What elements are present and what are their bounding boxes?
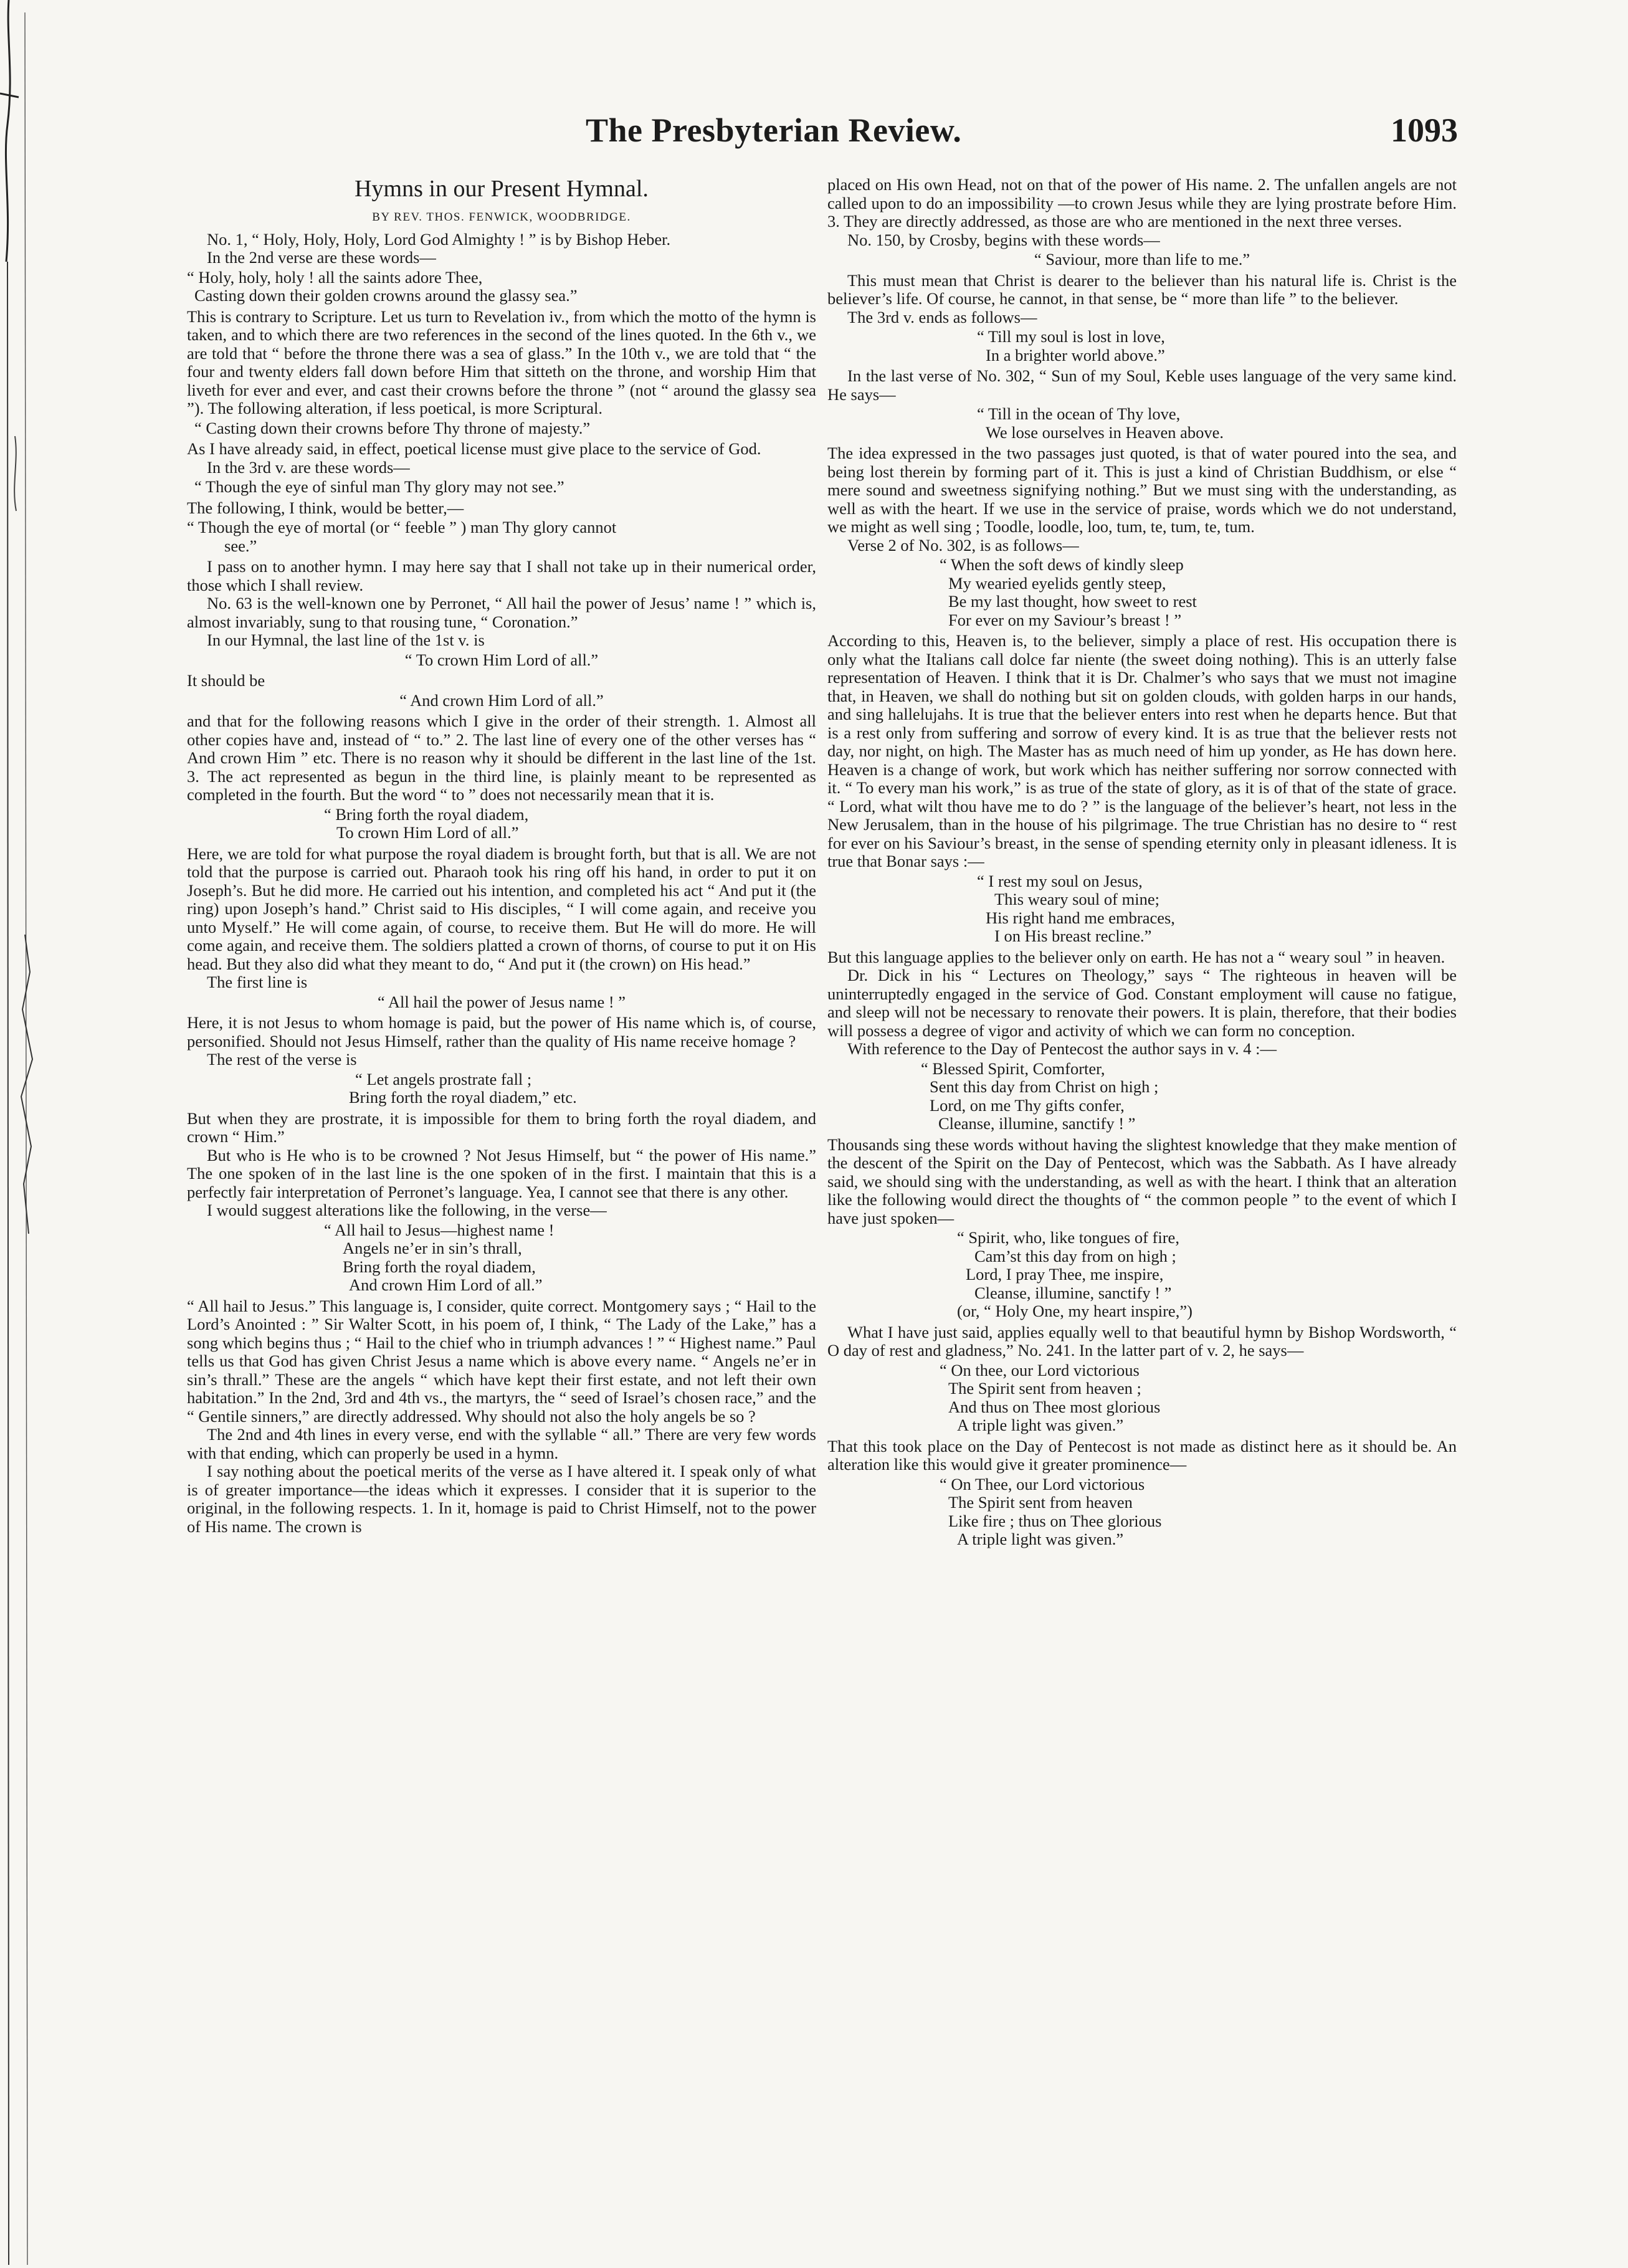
verse-line: “ Holy, holy, holy ! all the saints adore Thee, [187,267,483,287]
paragraph: No. 1, “ Holy, Holy, Holy, Lord God Almighty ! ” is by Bishop Heber. [207,229,671,249]
byline: BY REV. THOS. FENWICK, WOODBRIDGE. [372,211,631,224]
paragraph: In our Hymnal, the last line of the 1st v. is [207,631,485,649]
verse-line: see.” [224,536,257,555]
verse-line: “ To crown Him Lord of all.” [404,650,599,669]
verse-line: Casting down their golden crowns around the glassy sea.” [194,286,578,305]
verse-line: “ Though the eye of sinful man Thy glory may not see.” [194,477,564,496]
verse-line: “ On thee, our Lord victorious [940,1360,1140,1379]
paragraph: According to this, Heaven is, to the believer, simply a place of rest. His occupation there is only what the Italians call dolce far niente (the sweet doing nothing). This is an utterly false representation of Heaven. I think that it is Dr. Chalmer’s who says that we must not imagine that, in Heaven, we shall do nothing but sit on golden clouds, with golden harps in our hands, and sing hallelujahs. It is true that the believer enters into rest when he departs hence. But that is a rest only from suffering and sorrow of every kind. It is as true that the believer rests not day, nor night, on high. The Master has as much need of him up yonder, as He has down here. Heaven is a change of work, but work which has neither suffering nor sorrow connected with it. “ To every man his work,” is as true of the state of glory, as it is of that of the state of grace. “ Lord, what wilt thou have me to do ? ” is the language of the believer’s heart, not less in the New Jerusalem, than in the house of his pilgrimage. The true Christian has no desire to “ rest for ever on his Saviour’s breast, in the sense of spending eternity only in pleasant idleness. It is true that Bonar says :— [827,631,1457,870]
verse-quotation [187,478,816,497]
verse-line: Bring forth the royal diadem,” etc. [349,1088,577,1107]
verse-line: “ Till my soul is lost in love, [977,327,1165,346]
paragraph: That this took place on the Day of Pentecost is not made as distinct here as it should be. An alteration like this would give it greater prominence— [827,1436,1457,1474]
verse-quotation [827,1361,1457,1435]
verse-line: And thus on Thee most glorious [948,1397,1161,1416]
verse-line: A triple light was given.” [957,1416,1124,1434]
verse-line: I on His breast recline.” [994,927,1152,945]
verse-line: “ Casting down their crowns before Thy throne of majesty.” [194,418,591,437]
paragraph: It should be [187,671,265,690]
verse-line: Cam’st this day from on high ; [974,1246,1176,1265]
verse-quotation [187,419,816,438]
running-head [586,111,1458,161]
verse-quotation [827,556,1457,629]
right-column [827,176,1457,1551]
paragraph: But when they are prostrate, it is impossible for them to bring forth the royal diadem, and crown “ Him.” [187,1108,816,1146]
paragraph: The 2nd and 4th lines in every verse, end with the syllable “ all.” There are very few words with that ending, which can properly be used in a hymn. [187,1425,816,1462]
binding-edge-graphic [0,0,56,2265]
verse-quotation [187,269,816,305]
verse-line: “ I rest my soul on Jesus, [977,871,1143,890]
verse-line: His right hand me embraces, [986,908,1175,927]
paragraph: This is contrary to Scripture. Let us turn to Revelation iv., from which the motto of the hymn is taken, and to which there are two references in the second of the lines quoted. In the 6th v., we are told that “ before the throne there was a sea of glass.” In the 10th v., we are told that “ the four and twenty elders fall down before Him that sitteth on the throne, and worship Him that liveth for ever and ever, and cast their crowns before the throne ” (not “ around the glassy sea ”). The following alteration, if less poetical, is more Scriptural. [187,307,816,417]
verse-quotation [827,405,1457,442]
paragraph: Verse 2 of No. 302, is as follows— [847,535,1079,555]
verse-line: (or, “ Holy One, my heart inspire,”) [957,1302,1192,1320]
verse-line: “ And crown Him Lord of all.” [399,690,604,710]
verse-line: And crown Him Lord of all.” [349,1275,543,1294]
paragraph: and that for the following reasons which I give in the order of their strength. 1. Almost all other copies have and, instead of “ to.” 2. The last line of every one of the other verses has “ And crown Him ” etc. There is no reason why it should be different in the last line of the 1st. 3. The act represented as begun in the third line, is plainly meant to be represented as completed in the fourth. But the word “ to ” does not necessarily mean that it is. [187,712,816,804]
paragraph: The 3rd v. ends as follows— [847,307,1037,326]
paragraph: But who is He who is to be crowned ? Not Jesus Himself, but “ the power of His name.” The one spoken of in the last line is the one spoken of in the first. I maintain that this is a perfectly fair interpretation of Perronet’s language. Yea, I cannot see that there is any other. [187,1145,816,1201]
verse-quotation [827,1060,1457,1133]
verse-line: “ All hail the power of Jesus name ! ” [377,992,626,1011]
verse-line: Angels ne’er in sin’s thrall, [343,1239,522,1257]
verse-quotation [187,993,816,1012]
verse-quotation [827,328,1457,364]
paragraph: What I have just said, applies equally well to that beautiful hymn by Bishop Wordsworth, “ O day of rest and gladness,” No. 241. In the latter part of v. 2, he says— [827,1322,1457,1360]
verse-line: This weary soul of mine; [994,890,1159,908]
paragraph: I pass on to another hymn. I may here say that I shall not take up in their numerical order, those which I shall review. [187,557,816,594]
verse-line: In a brighter world above.” [986,345,1165,364]
right-column-body [827,176,1457,1549]
verse-quotation [187,518,816,555]
paragraph: With reference to the Day of Pentecost the author says in v. 4 :— [847,1039,1277,1058]
verse-line: Cleanse, illumine, sanctify ! ” [938,1114,1136,1133]
verse-line: Sent this day from Christ on high ; [930,1077,1159,1096]
paragraph: Here, we are told for what purpose the royal diadem is brought forth, but that is all. We are not told that the purpose is carried out. Pharaoh took his ring off his hand, in order to put it on Joseph’s. But he did more. He carried out his intention, and completed his act “ And put it (the ring) upon Joseph’s hand.” Christ said to His disciples, “ I will come again, and receive you unto Myself.” He will come again, of course, to receive them. But He will do more. He will come again, and receive them. The soldiers platted a crown of thorns, of course to put it on His head. But they also did what they meant to do, “ And put it (the crown) on His head.” [187,844,816,973]
paragraph: “ All hail to Jesus.” This language is, I consider, quite correct. Montgomery says ; “ Hail to the Lord’s Anointed : ” Sir Walter Scott, in his poem of, I think, “ The Lady of the Lake,” has a song which begins thus ; “ Hail to the chief who in triumph advances ! ” “ Highest name.” Paul tells us that God has given Christ Jesus a name which is above every name. “ Angels ne’er in sin’s thrall.” These are the angels “ which have kept their first estate, and not left their own habitation.” In the 2nd, 3rd and 4th vs., the martyrs, the “ seed of Israel’s chosen race,” and the “ Gentile sinners,” are directly addressed. Why should not also the holy angels be so ? [187,1296,816,1426]
verse-quotation [827,1229,1457,1321]
verse-quotation [187,651,816,670]
verse-line: My wearied eyelids gently steep, [948,573,1166,593]
verse-line: We lose ourselves in Heaven above. [986,422,1224,442]
paragraph: placed on His own Head, not on that of the power of His name. 2. The unfallen angels are not called upon to do an impossibility —to crown Jesus while they are lying prostrate before Him. 3. They are directly addressed, as those are who are mentioned in the next three verses. [827,175,1457,231]
paragraph: No. 150, by Crosby, begins with these words— [847,230,1160,249]
left-column [187,174,816,1536]
verse-line: Bring forth the royal diadem, [343,1257,536,1276]
verse-quotation [187,806,816,842]
verse-line: To crown Him Lord of all.” [336,823,519,842]
verse-quotation [827,872,1457,946]
book-binding-edge [0,0,56,2265]
verse-line: For ever on my Saviour’s breast ! ” [948,610,1182,629]
verse-line: “ All hail to Jesus—highest name ! [324,1220,555,1239]
paragraph: Thousands sing these words without having the slightest knowledge that they make mention of the descent of the Spirit on the Day of Pentecost, which was the Sabbath. As I have already said, we should sing with the understanding, as well as with the heart. I think that an alteration like the following would direct the thoughts of “ the common people ” to the event of which I have just spoken— [827,1135,1457,1227]
verse-line: “ When the soft dews of kindly sleep [940,555,1184,574]
verse-line: “ Let angels prostrate fall ; [355,1069,532,1089]
paragraph: The first line is [207,973,308,991]
verse-line: “ Blessed Spirit, Comforter, [921,1059,1105,1078]
verse-line: “ On Thee, our Lord victorious [940,1474,1145,1494]
verse-line: Be my last thought, how sweet to rest [948,592,1197,611]
verse-quotation [187,692,816,710]
paragraph: In the 2nd verse are these words— [207,248,436,267]
paragraph: The rest of the verse is [207,1050,357,1069]
verse-line: Like fire ; thus on Thee glorious [948,1511,1162,1530]
verse-line: “ Though the eye of mortal (or “ feeble ” ) man Thy glory cannot [187,518,617,536]
verse-line: Cleanse, illumine, sanctify ! ” [974,1283,1172,1302]
paragraph: No. 63 is the well-known one by Perronet, “ All hail the power of Jesus’ name ! ” which is, almost invariably, sung to that rousing tune, “ Coronation.” [187,594,816,631]
verse-line: The Spirit sent from heaven [948,1493,1133,1512]
paragraph: The idea expressed in the two passages just quoted, is that of water poured into the sea, and being lost therein by forming part of it. This is just a kind of Christian Buddhism, or else “ mere sound and sweetness signifying nothing.” But we must sing with the understanding, as well as with the heart. If we use in the service of praise, words which we do not understand, we might as well sing ; Toodle, loodle, loo, tum, te, tum, te, tum. [827,444,1457,536]
verse-line: “ Till in the ocean of Thy love, [977,404,1181,423]
verse-line: A triple light was given.” [957,1530,1124,1548]
verse-line: “ Spirit, who, like tongues of fire, [957,1228,1179,1247]
paragraph: I would suggest alterations like the following, in the verse— [207,1201,607,1219]
left-column-body [187,231,816,1537]
paragraph: I say nothing about the poetical merits of the verse as I have altered it. I speak only of what is of greater importance—the ideas which it expresses. I consider that it is superior to the original, in the following respects. 1. In it, homage is paid to Christ Himself, not to the power of His name. The crown is [187,1462,816,1536]
paragraph: In the last verse of No. 302, “ Sun of my Soul, Keble uses language of the very same kind. He says— [827,366,1457,404]
paragraph: But this language applies to the believer only on earth. He has not a “ weary soul ” in heaven. [827,947,1445,966]
paragraph: This must mean that Christ is dearer to the believer than his natural life is. Christ is the believer’s life. Of course, he cannot, in that sense, be “ more than life ” to the believer. [827,270,1457,308]
verse-line: “ Bring forth the royal diadem, [324,804,529,824]
verse-line: Lord, I pray Thee, me inspire, [966,1265,1164,1284]
verse-quotation [187,1070,816,1107]
verse-line: The Spirit sent from heaven ; [948,1379,1141,1398]
verse-quotation [827,250,1457,269]
verse-line: “ Saviour, more than life to me.” [1034,250,1250,269]
journal-title: The Presbyterian Review. [586,112,962,149]
verse-quotation [827,1475,1457,1549]
verse-quotation [187,1221,816,1295]
paragraph: In the 3rd v. are these words— [207,457,410,477]
paragraph: The following, I think, would be better,— [187,498,464,517]
article-title: Hymns in our Present Hymnal. [355,176,649,202]
paragraph: As I have already said, in effect, poetical license must give place to the service of God. [187,439,761,458]
paragraph: Dr. Dick in his “ Lectures on Theology,” says “ The righteous in heaven will be uninterruptedly engaged in the service of God. Constant employment will cause no fatigue, and sleep will not be necessary to renovate their powers. It is plain, therefore, that their bodies will possess a degree of vigor and activity of which we can form no conception. [827,966,1457,1040]
page-number: 1093 [1391,112,1458,149]
paragraph: Here, it is not Jesus to whom homage is paid, but the power of His name which is, of course, personified. Should not Jesus Himself, rather than the quality of His name receive homage ? [187,1013,816,1051]
verse-line: Lord, on me Thy gifts confer, [930,1095,1125,1115]
